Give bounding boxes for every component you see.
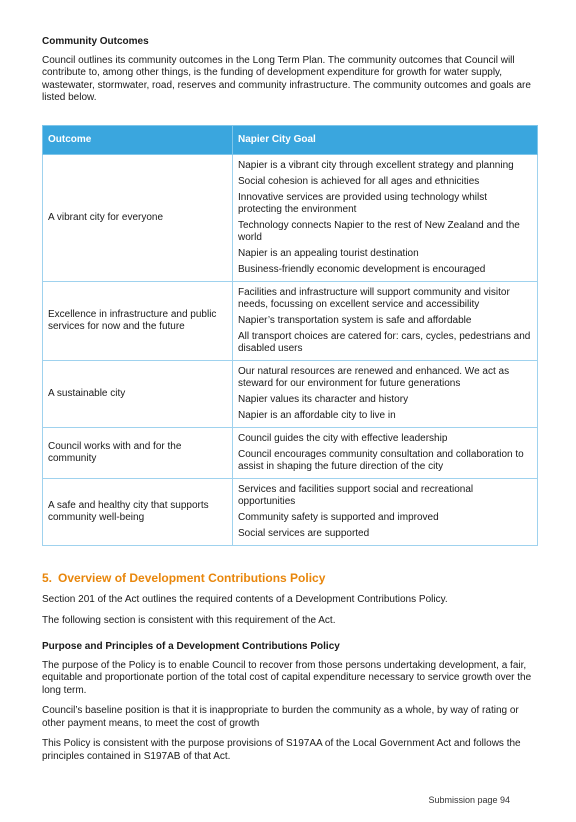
table-row (43, 281, 538, 360)
goal-item: Facilities and infrastructure will support community and visitor needs, focussing on excellent service and accessibility (238, 286, 510, 310)
goals-cell (233, 360, 538, 427)
goal-item: Napier values its character and history (238, 393, 409, 405)
goal-item: Council guides the city with effective leadership (238, 432, 448, 444)
page-footer: Submission page 94 (428, 795, 510, 805)
section-number: 5. (42, 570, 53, 585)
goal-item: Napier is an appealing tourist destination (238, 247, 419, 259)
goal-item: Napier’s transportation system is safe and affordable (238, 314, 472, 326)
goal-item: Business-friendly economic development is encouraged (238, 263, 486, 275)
section-5-paragraph-2: The following section is consistent with this requirement of the Act. (42, 614, 336, 626)
purpose-paragraph-3: This Policy is consistent with the purpose provisions of S197AA of the Local Government Act and follows the principles contained in S197AB of that Act. (42, 738, 521, 762)
outcome-cell: A vibrant city for everyone (43, 154, 233, 281)
section-5-paragraph-1: Section 201 of the Act outlines the required contents of a Development Contributions Policy. (42, 594, 448, 605)
document-page (42, 36, 538, 768)
goal-item: Napier is a vibrant city through excellent strategy and planning (238, 159, 514, 171)
table-row (43, 154, 538, 281)
goal-item: Napier is an affordable city to live in (238, 409, 396, 421)
table-row (43, 360, 538, 427)
goal-item: All transport choices are catered for: cars, cycles, pedestrians and disabled users (238, 330, 531, 354)
table-row (43, 478, 538, 545)
header-goal: Napier City Goal (233, 125, 538, 154)
outcome-cell: Excellence in infrastructure and public services for now and the future (43, 281, 233, 360)
purpose-paragraph-2: Council’s baseline position is that it is inappropriate to burden the community as a whole, by way of rating or other payment means, to meet the cost of growth (42, 705, 519, 729)
goals-cell (233, 478, 538, 545)
goal-item: Social cohesion is achieved for all ages and ethnicities (238, 175, 480, 187)
goal-item: Innovative services are provided using technology whilst protecting the environment (238, 191, 488, 215)
purpose-paragraph-1: The purpose of the Policy is to enable Council to recover from those persons undertaking development, a fair, equitable and proportionate portion of the total cost of capital expenditure necessary to service growth over the long term. (42, 659, 532, 696)
goals-cell (233, 154, 538, 281)
goals-cell (233, 427, 538, 478)
purpose-heading: Purpose and Principles of a Development Contributions Policy (42, 641, 340, 652)
goal-item: Social services are supported (238, 527, 370, 539)
goal-item: Our natural resources are renewed and enhanced. We act as steward for our environment for future generations (238, 365, 510, 389)
goal-item: Community safety is supported and improved (238, 511, 439, 523)
outcome-cell: A sustainable city (43, 360, 233, 427)
outcomes-table-body (43, 154, 538, 545)
header-outcome: Outcome (43, 125, 233, 154)
goal-item: Technology connects Napier to the rest of New Zealand and the world (238, 219, 520, 243)
goals-cell (233, 281, 538, 360)
community-outcomes-intro: Council outlines its community outcomes in the Long Term Plan. The community outcomes that Council will contribute to, among other things, is the funding of development expenditure for growth for water supply, wastewater, stormwater, road, reserves and community infrastructure. The community outcomes and goals are listed below. (42, 54, 531, 103)
community-outcomes-heading: Community Outcomes (42, 36, 149, 47)
outcomes-table (42, 125, 538, 546)
outcome-cell: A safe and healthy city that supports community well-being (43, 478, 233, 545)
table-row (43, 427, 538, 478)
goal-item: Services and facilities support social and recreational opportunities (238, 483, 474, 507)
section-title: Overview of Development Contributions Policy (58, 570, 326, 585)
section-5-heading (42, 572, 538, 585)
table-header-row (43, 125, 538, 154)
goal-item: Council encourages community consultation and collaboration to assist in shaping the future direction of the city (238, 448, 524, 472)
outcome-cell: Council works with and for the community (43, 427, 233, 478)
